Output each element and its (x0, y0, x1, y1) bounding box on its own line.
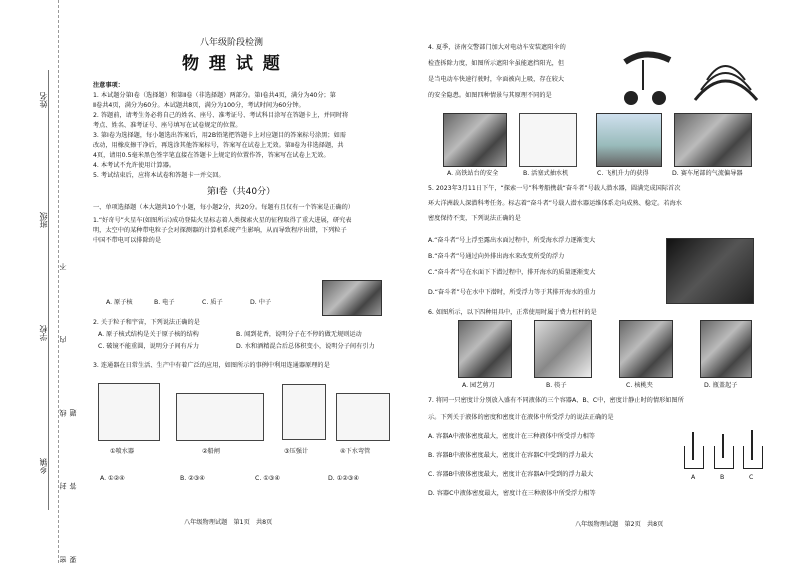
q1-stem: 明，太空中的某种带电粒子会对探测器的计算机系统产生影响，从而导致程序出错，下列粒子 (93, 227, 347, 234)
notes-heading: 注意事项： (93, 82, 124, 89)
q4-option: D. 赛车尾部的气流偏导器 (672, 170, 743, 177)
umbrella-scooter-figure (615, 42, 765, 108)
note-line: 2. 答题前，请考生务必将自己的姓名、座号、准考证号、考试科目涂写在答题卡上，并同时将 (93, 112, 349, 119)
q6-option: D. 瓶盖起子 (704, 382, 738, 389)
q5-option: C.“奋斗者”号在水面下下潜过程中，排开海水的质量逐渐变大 (428, 269, 596, 276)
q4-stem: 4. 夏季，济南交警部门加大对电动车安装遮阳伞的 (428, 44, 566, 51)
q6-option: B. 筷子 (546, 382, 567, 389)
drain-pipe-figure (336, 393, 390, 441)
binding-margin (0, 0, 77, 563)
note-line: 4. 本考试不允许使用计算器。 (93, 162, 176, 169)
q3-option: B. ②③④ (180, 475, 205, 482)
q5-option: D.“奋斗者”号在水中下潜时，所受浮力等于其排开海水的重力 (428, 289, 596, 296)
q5-stem: 5. 2023年3月11日下午，“探索一号”科考船携载“奋斗者”号载人潜水器，圆满完成国际首次 (428, 185, 681, 192)
q2-option: C. 破镜不能重圆，说明分子间有斥力 (98, 343, 200, 350)
note-line: 改动，用橡皮擦干净后，再选涂其他答案标号，答案写在试卷上无效。第Ⅱ卷为非选择题，共 (93, 142, 344, 149)
pump-figure (519, 113, 577, 167)
page-title: 物 理 试 题 (182, 54, 282, 74)
note-line: Ⅱ卷共4页，满分为60分。本试题共8页，满分为100分，考试时间为60分钟。 (93, 102, 305, 109)
footer-right: 八年级物理试题 第2页 共8页 (575, 521, 664, 528)
beaker-label: C (749, 474, 754, 481)
q1-option: B. 电子 (154, 299, 175, 306)
q1-stem: 1.“好奇号”火星车(如图所示)成功登陆火星标志着人类探索火星的征程取得了重大进展，研究表 (93, 217, 352, 224)
beaker-a (684, 446, 704, 469)
beaker-label: A (691, 474, 696, 481)
chopsticks-photo (534, 320, 592, 378)
footer-left: 八年级物理试题 第1页 共8页 (184, 519, 273, 526)
submersible-photo (666, 238, 754, 304)
q4-stem: 是当电动车快速行驶时，伞面被向上吸，存在较大 (428, 76, 565, 83)
section-heading: 一、单项选择题（本大题共10个小题，每小题2分，共20分。每题有且仅有一个答案是正确的） (93, 204, 354, 211)
beaker-b (714, 446, 734, 469)
q4-stem: 检查拆除力度，如图所示遮阳伞虽能遮挡阳光，但 (428, 60, 565, 67)
hydrometer-a (692, 432, 694, 460)
q2-option: A. 原子核式结构是关于原子核的结构 (98, 331, 199, 338)
q4-option: C. 飞机升力的获得 (597, 170, 649, 177)
q1-option: D. 中子 (250, 299, 272, 306)
hydrometer-c (751, 430, 753, 460)
q2-option: B. 闻到花香，说明分子在不停的做无规则运动 (236, 331, 362, 338)
q2-stem: 2. 关于粒子和宇宙，下列说法正确的是 (93, 319, 200, 326)
q5-option: B.“奋斗者”号通过向外排出海水来改变所受的浮力 (428, 253, 565, 260)
q3-option: C. ①③④ (255, 475, 280, 482)
q3-option: D. ①②③④ (328, 475, 359, 482)
fig-label: ③压强计 (284, 448, 309, 455)
q6-stem: 6. 如图所示，以下四种用具中，正常使用时属于费力杠杆的是 (428, 309, 597, 316)
fig-label: ①喷水器 (110, 448, 135, 455)
fill-line (48, 70, 49, 510)
note-line: 4页，请用0.5毫米黑色签字笔直接在答题卡上规定的位置作答，答案写在试卷上无效。 (93, 152, 330, 159)
q7-option: D. 容器C中液体密度最大，密度计在三种液体中所受浮力相等 (428, 490, 596, 497)
q3-option: A. ①②④ (100, 475, 125, 482)
fig-label: ④下水弯管 (340, 448, 371, 455)
beaker-label: B (720, 474, 725, 481)
pressure-gauge-figure (282, 384, 326, 440)
q5-stem: 密度保持不变，下列说法正确的是 (428, 215, 521, 222)
beaker-c (743, 446, 763, 469)
q1-option: A. 原子核 (106, 299, 133, 306)
q6-option: C. 核桃夹 (626, 382, 653, 389)
q5-stem: 环大洋洲载人深潜科考任务。标志着“奋斗者”号载人潜水器运维体系走向成熟、稳定。若海水 (428, 200, 682, 207)
hydrometer-b (722, 434, 724, 458)
walnut-cracker-photo (619, 320, 673, 378)
q4-option: B. 活塞式抽水机 (523, 170, 569, 177)
fig-label: ②船闸 (202, 448, 220, 455)
note-line: 考点、姓名、准考证号、座号填写在试卷规定的位置。 (93, 122, 242, 129)
q7-stem: 示。下列关于液体的密度和密度计在液体中所受浮力的说法正确的是 (428, 414, 614, 421)
bottle-opener-photo (700, 320, 752, 378)
railway-platform-photo (443, 113, 507, 167)
q7-option: C. 容器B中液体密度最大，密度计在容器A中受到的浮力最大 (428, 471, 594, 478)
grade-title: 八年级阶段检测 (200, 38, 264, 48)
name-label: 姓名 (39, 92, 48, 108)
class-label: 班级 (39, 212, 48, 228)
town-label: 乡镇 (39, 458, 48, 474)
garden-shears-photo (458, 320, 512, 378)
q1-stem: 中国不带电可以排除的是 (93, 237, 162, 244)
q7-option: B. 容器B中液体密度最大，密度计在容器C中受到的浮力最大 (428, 452, 594, 459)
q7-stem: 7. 将同一只密度计分别放入盛有不同液体的三个容器A、B、C中，密度计静止时的情形如图所 (428, 397, 684, 404)
school-label: 学校 (39, 325, 48, 341)
note-line: 1. 本试题分第Ⅰ卷（选择题）和第Ⅱ卷（非选择题）两部分。第Ⅰ卷共4页，满分为40分；第 (93, 92, 336, 99)
note-line: 3. 第Ⅰ卷为选择题，每小题选出答案后，用2B铅笔把答题卡上对应题目的答案标号涂黑；如需 (93, 132, 346, 139)
ship-lock-figure (176, 393, 264, 441)
q6-option: A. 园艺剪刀 (462, 382, 495, 389)
q1-option: C. 质子 (202, 299, 223, 306)
airplane-photo (596, 113, 662, 167)
q2-option: D. 水和酒精混合后总体积变小，说明分子间有引力 (236, 343, 375, 350)
sprinkler-figure (98, 383, 160, 441)
seal-line-text: 密 封 线 内 不 要 答 题 (59, 231, 77, 563)
q4-option: A. 高铁站台的安全 (447, 170, 499, 177)
q3-stem: 3. 连通器在日常生活、生产中有着广泛的应用，如图所示的事例中利用连通器原理的是 (93, 362, 330, 369)
q7-option: A. 容器A中液体密度最大，密度计在三种液体中所受浮力相等 (428, 433, 595, 440)
note-line: 5. 考试结束后，应将本试卷和答题卡一并交回。 (93, 172, 225, 179)
race-car-photo (674, 113, 752, 167)
part1-heading: 第Ⅰ卷（共40分） (207, 187, 276, 197)
q4-stem: 的安全隐患。如图四种情景与其原理不同的是 (428, 92, 552, 99)
mars-rover-photo (322, 280, 382, 316)
q5-option: A.“奋斗者”号上浮至露出水面过程中，所受海水浮力逐渐变大 (428, 237, 596, 244)
